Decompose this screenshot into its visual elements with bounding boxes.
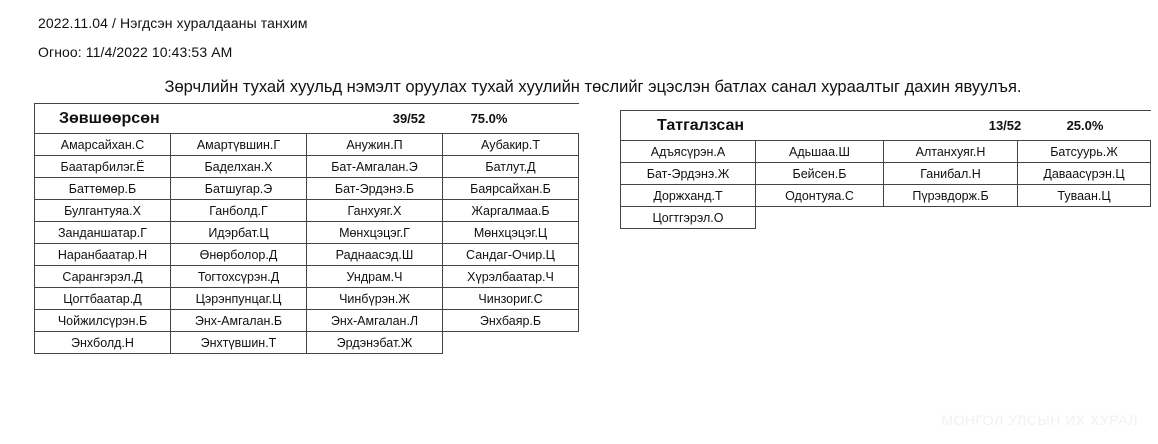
member-name-cell: Сарангэрэл.Д <box>35 266 171 288</box>
approve-row <box>35 266 579 288</box>
approve-label: Зөвшөөрсөн <box>59 109 160 127</box>
member-name-cell: Амарсайхан.С <box>35 134 171 156</box>
reject-row <box>621 141 1151 163</box>
session-line: 2022.11.04 / Нэгдсэн хуралдааны танхим <box>38 15 308 31</box>
member-name-cell: Анужин.П <box>307 134 443 156</box>
member-name-cell: Наранбаатар.Н <box>35 244 171 266</box>
member-name-cell: Баделхан.Х <box>171 156 307 178</box>
member-name-cell: Ганибал.Н <box>884 163 1018 185</box>
member-name-cell: Батлут.Д <box>443 156 579 178</box>
member-name-cell: Хүрэлбаатар.Ч <box>443 266 579 288</box>
member-name-cell: Аубакир.Т <box>443 134 579 156</box>
approve-row <box>35 178 579 200</box>
member-name-cell: Туваан.Ц <box>1018 185 1151 207</box>
member-name-cell: Тогтохсүрэн.Д <box>171 266 307 288</box>
approve-row <box>35 310 579 332</box>
reject-row <box>621 207 1151 229</box>
member-name-cell: Идэрбат.Ц <box>171 222 307 244</box>
member-name-cell: Энхтүвшин.Т <box>171 332 307 354</box>
member-name-cell: Чинбүрэн.Ж <box>307 288 443 310</box>
member-name-cell: Алтанхуяг.Н <box>884 141 1018 163</box>
member-name-cell: Бейсен.Б <box>756 163 884 185</box>
member-name-cell: Бат-Амгалан.Э <box>307 156 443 178</box>
reject-header-row <box>621 111 1151 141</box>
member-name-cell: Раднаасэд.Ш <box>307 244 443 266</box>
approve-row <box>35 244 579 266</box>
approve-table <box>34 103 579 354</box>
member-name-cell: Энх-Амгалан.Л <box>307 310 443 332</box>
member-name-cell: Батшугар.Э <box>171 178 307 200</box>
member-name-cell: Баатарбилэг.Ё <box>35 156 171 178</box>
member-name-cell: Энхболд.Н <box>35 332 171 354</box>
member-name-cell: Эрдэнэбат.Ж <box>307 332 443 354</box>
member-name-cell: Доржханд.Т <box>621 185 756 207</box>
approve-row <box>35 156 579 178</box>
member-name-cell: Адъясүрэн.А <box>621 141 756 163</box>
member-name-cell: Чойжилсүрэн.Б <box>35 310 171 332</box>
member-name-cell: Батсуурь.Ж <box>1018 141 1151 163</box>
date-line: Огноо: 11/4/2022 10:43:53 AM <box>38 44 233 60</box>
approve-row <box>35 200 579 222</box>
reject-row <box>621 185 1151 207</box>
reject-percent: 25.0% <box>1066 118 1104 133</box>
reject-label: Татгалзсан <box>657 116 745 134</box>
approve-row <box>35 222 579 244</box>
member-name-cell: Мөнхцэцэг.Г <box>307 222 443 244</box>
member-name-cell: Ганболд.Г <box>171 200 307 222</box>
member-name-cell: Сандаг-Очир.Ц <box>443 244 579 266</box>
member-name-cell: Баттөмөр.Б <box>35 178 171 200</box>
approve-row <box>35 332 579 354</box>
member-name-cell: Бат-Эрдэнэ.Б <box>307 178 443 200</box>
member-name-cell: Даваасүрэн.Ц <box>1018 163 1151 185</box>
approve-percent: 75.0% <box>470 111 508 126</box>
member-name-cell: Амартүвшин.Г <box>171 134 307 156</box>
approve-row <box>35 134 579 156</box>
member-name-cell: Чинзориг.С <box>443 288 579 310</box>
member-name-cell: Адьшаа.Ш <box>756 141 884 163</box>
reject-row <box>621 163 1151 185</box>
member-name-cell: Булгантуяа.Х <box>35 200 171 222</box>
member-name-cell: Баярсайхан.Б <box>443 178 579 200</box>
member-name-cell: Одонтуяа.С <box>756 185 884 207</box>
approve-row <box>35 288 579 310</box>
member-name-cell: Пүрэвдорж.Б <box>884 185 1018 207</box>
empty-cell <box>756 207 884 229</box>
member-name-cell: Цогтгэрэл.О <box>621 207 756 229</box>
member-name-cell: Цэрэнпунцаг.Ц <box>171 288 307 310</box>
member-name-cell: Энхбаяр.Б <box>443 310 579 332</box>
empty-cell <box>1018 207 1151 229</box>
member-name-cell: Цогтбаатар.Д <box>35 288 171 310</box>
reject-header <box>621 111 1151 141</box>
motion-title: Зөрчлийн тухай хуульд нэмэлт оруулах тухай хуулийн төслийг эцэслэн батлах санал хураалтыг дахин явуулъя. <box>164 78 1022 96</box>
reject-table <box>620 110 1151 229</box>
member-name-cell: Жаргалмаа.Б <box>443 200 579 222</box>
empty-cell <box>443 332 579 354</box>
member-name-cell: Ганхуяг.Х <box>307 200 443 222</box>
approve-header-row <box>35 104 579 134</box>
member-name-cell: Ундрам.Ч <box>307 266 443 288</box>
reject-count: 13/52 <box>988 118 1022 133</box>
member-name-cell: Мөнхцэцэг.Ц <box>443 222 579 244</box>
member-name-cell: Энх-Амгалан.Б <box>171 310 307 332</box>
approve-header <box>35 104 579 134</box>
approve-count: 39/52 <box>392 111 426 126</box>
empty-cell <box>884 207 1018 229</box>
watermark: МОНГОЛ УЛСЫН ИХ ХУРАЛ <box>941 412 1138 428</box>
member-name-cell: Өнөрболор.Д <box>171 244 307 266</box>
member-name-cell: Занданшатар.Г <box>35 222 171 244</box>
member-name-cell: Бат-Эрдэнэ.Ж <box>621 163 756 185</box>
